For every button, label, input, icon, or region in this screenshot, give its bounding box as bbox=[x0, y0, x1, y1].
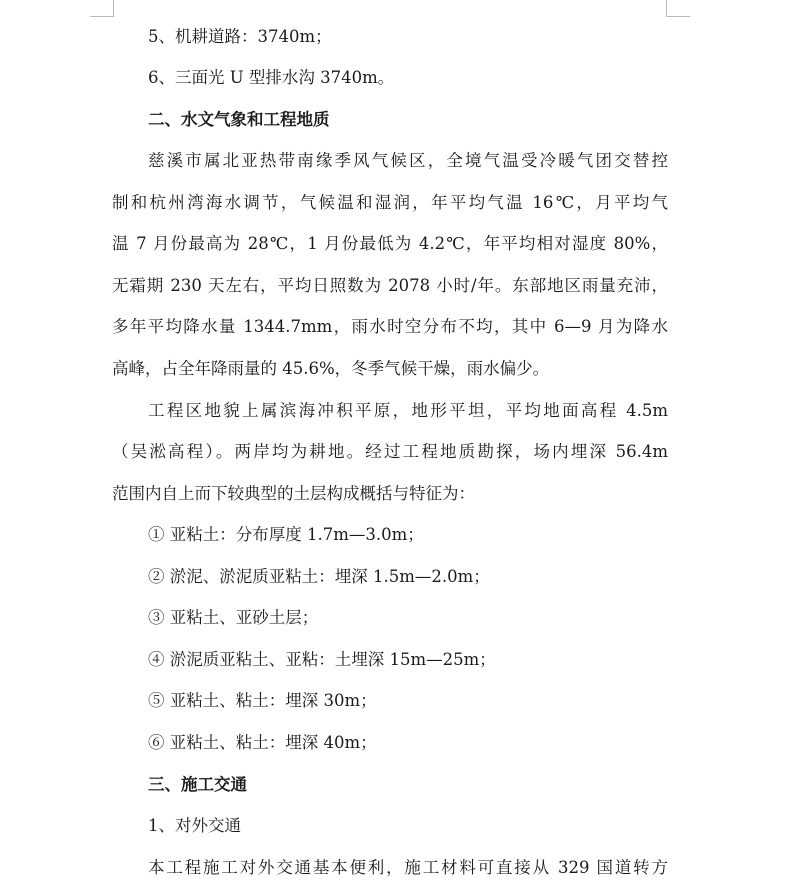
crop-mark-top-left bbox=[90, 0, 114, 17]
soil-layer-item: ② 淤泥、淤泥质亚粘土：埋深 1.5m—2.0m； bbox=[148, 567, 490, 586]
climate-paragraph-line: 慈溪市属北亚热带南缘季风气候区，全境气温受冷暖气团交替控 bbox=[148, 151, 668, 170]
climate-paragraph-line: 温 7 月份最高为 28℃，1 月份最低为 4.2℃，年平均相对湿度 80%， bbox=[112, 234, 668, 253]
section-heading-hydrology-geology: 二、水文气象和工程地质 bbox=[148, 110, 330, 129]
soil-layer-item: ③ 亚粘土、亚砂土层； bbox=[148, 608, 319, 627]
soil-layer-item: ⑤ 亚粘土、粘土：埋深 30m； bbox=[148, 691, 377, 710]
climate-paragraph-line: 无霜期 230 天左右，平均日照数为 2078 小时/年。东部地区雨量充沛， bbox=[112, 276, 668, 295]
traffic-paragraph-line: 本工程施工对外交通基本便利，施工材料可直接从 329 国道转方 bbox=[148, 858, 668, 877]
soil-layer-item: ① 亚粘土：分布厚度 1.7m—3.0m； bbox=[148, 525, 424, 544]
geology-paragraph-line: （吴淞高程）。两岸均为耕地。经过工程地质勘探，场内埋深 56.4m bbox=[112, 442, 668, 461]
geology-paragraph-line: 范围内自上而下较典型的土层构成概括与特征为： bbox=[112, 484, 475, 503]
climate-paragraph-line: 多年平均降水量 1344.7mm，雨水时空分布不均，其中 6—9 月为降水 bbox=[112, 317, 668, 336]
subsection-heading-external-traffic: 1、对外交通 bbox=[148, 816, 241, 835]
crop-mark-top-right bbox=[666, 0, 690, 17]
section-heading-construction-traffic: 三、施工交通 bbox=[148, 775, 247, 794]
geology-paragraph-line: 工程区地貌上属滨海冲积平原，地形平坦，平均地面高程 4.5m bbox=[148, 401, 668, 420]
soil-layer-item: ⑥ 亚粘土、粘土：埋深 40m； bbox=[148, 733, 377, 752]
list-item-5: 5、机耕道路：3740m； bbox=[148, 27, 332, 46]
soil-layer-item: ④ 淤泥质亚粘土、亚粘：土埋深 15m—25m； bbox=[148, 650, 496, 669]
climate-paragraph-line: 制和杭州湾海水调节，气候温和湿润，年平均气温 16℃，月平均气 bbox=[112, 193, 668, 212]
climate-paragraph-line: 高峰，占全年降雨量的 45.6%，冬季气候干燥，雨水偏少。 bbox=[112, 359, 550, 378]
list-item-6: 6、三面光 U 型排水沟 3740m。 bbox=[148, 68, 395, 87]
